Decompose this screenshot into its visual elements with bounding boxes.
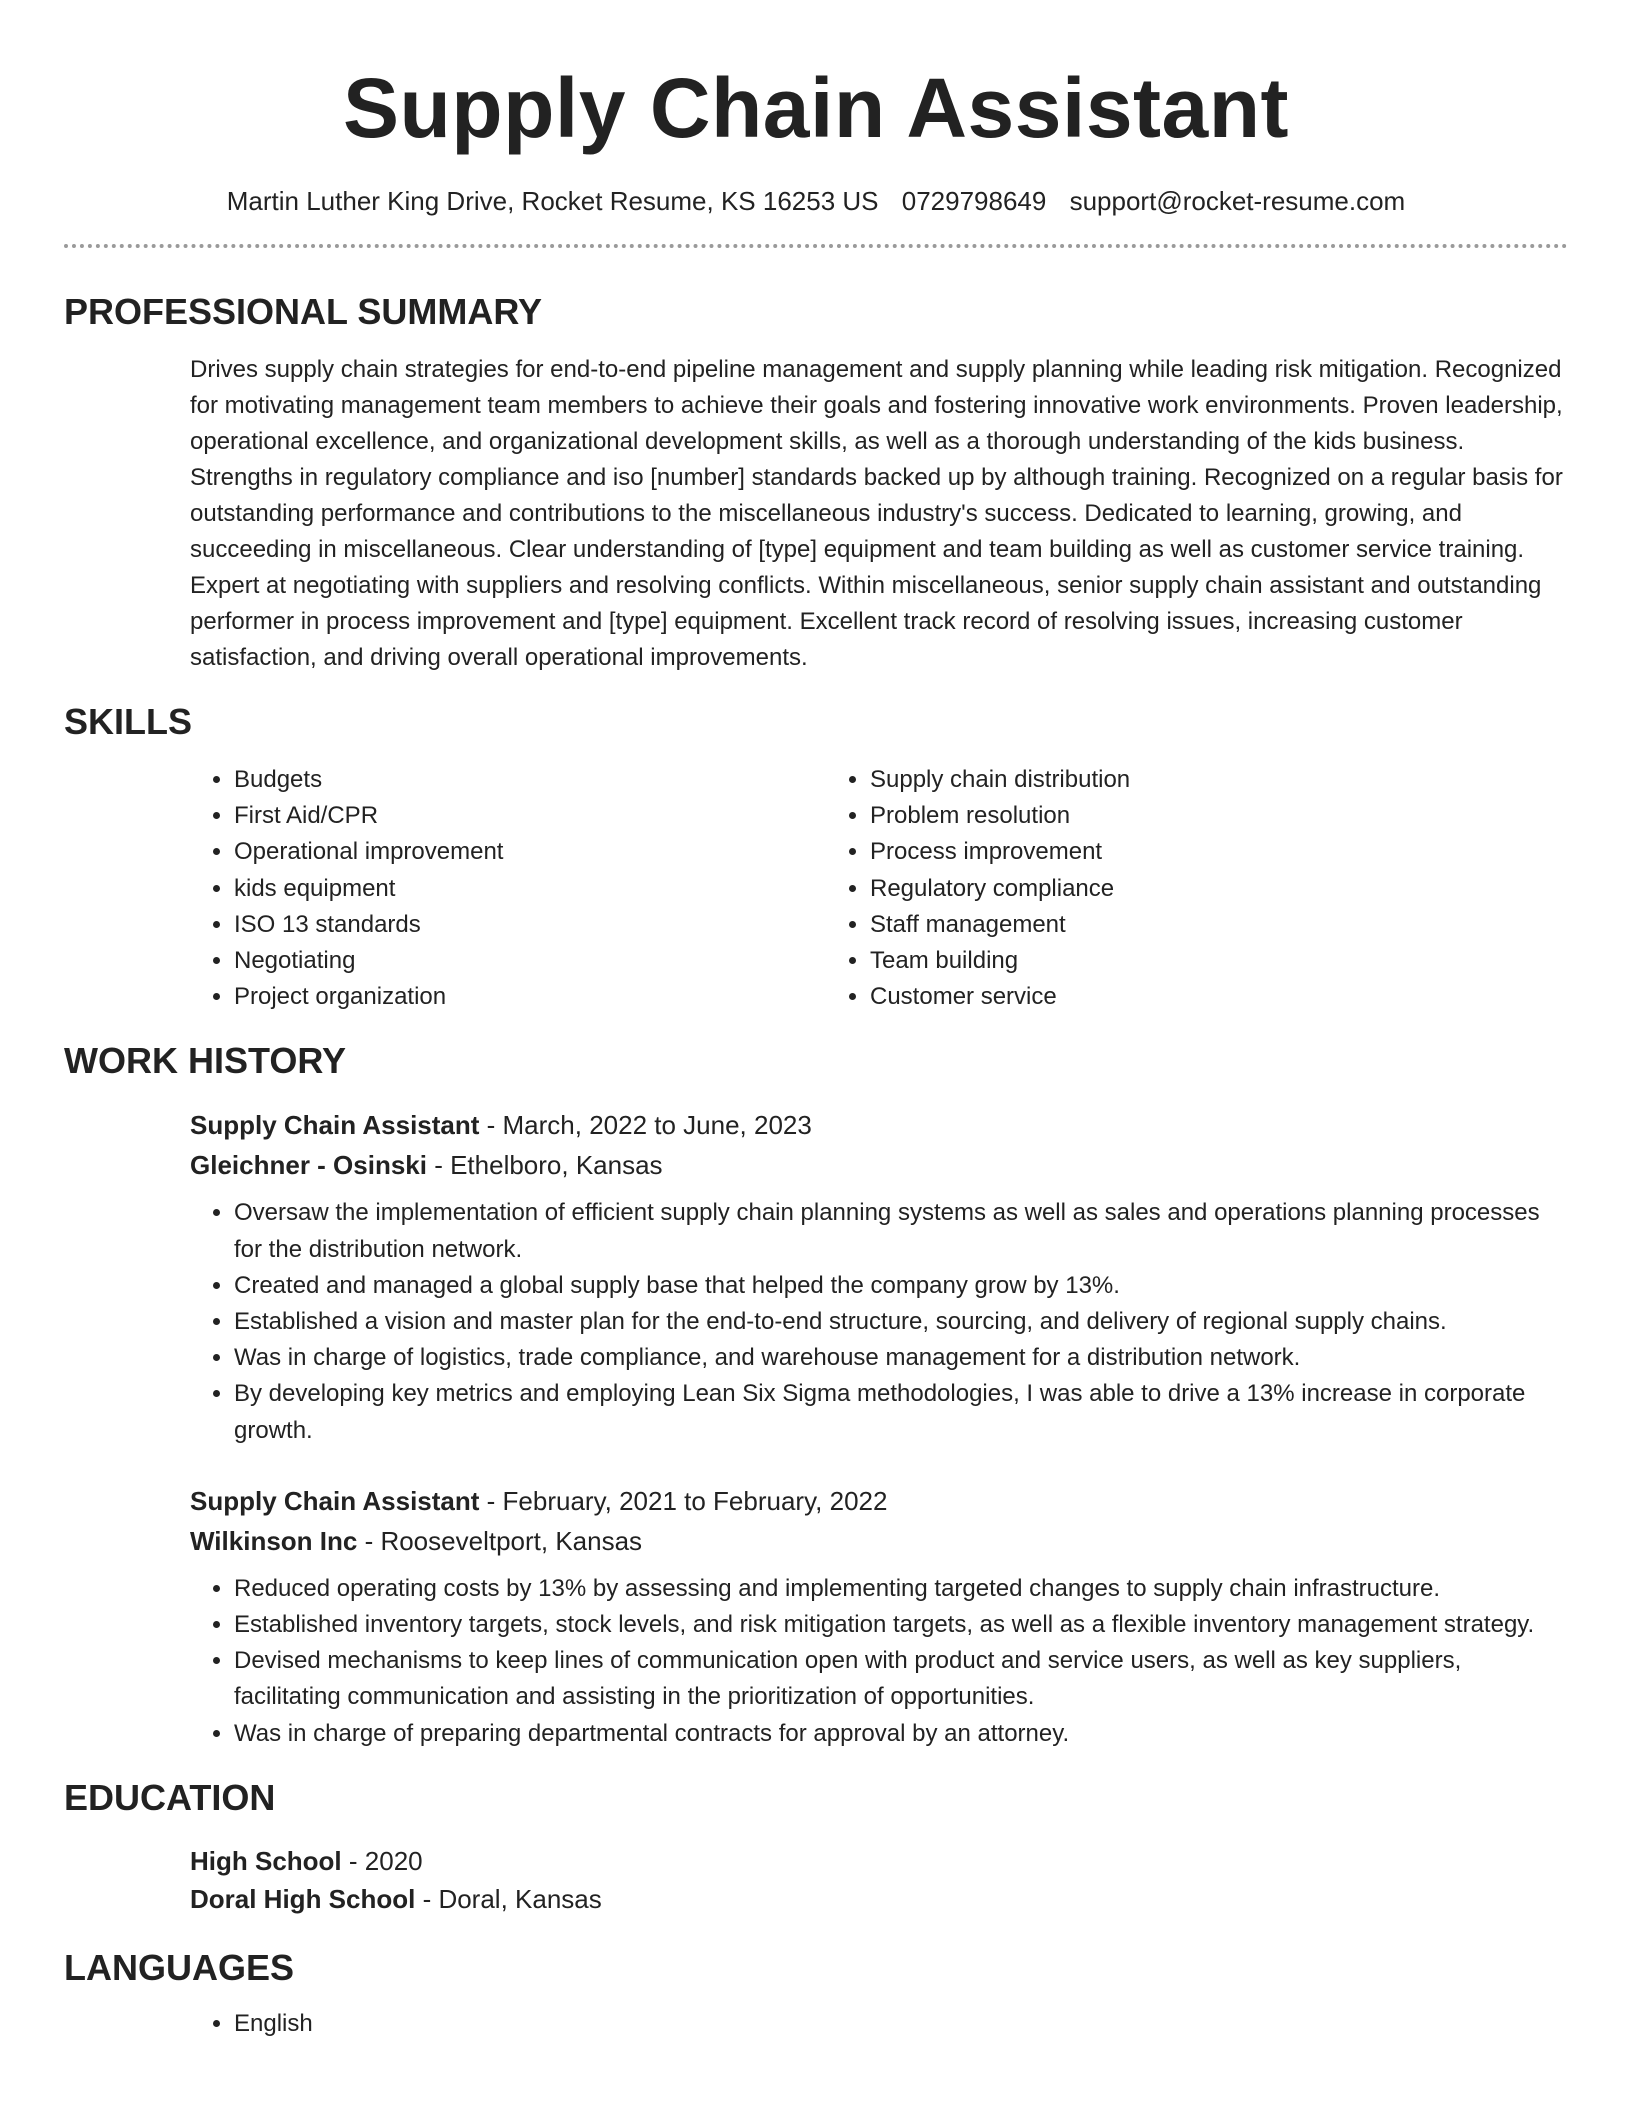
- skill-item: • Staff management: [870, 907, 1568, 943]
- skill-item: • Regulatory compliance: [870, 871, 1568, 907]
- skills-heading: SKILLS: [64, 701, 193, 742]
- job-bullet: • Devised mechanisms to keep lines of communication open with product and service users, as well as key suppliers, facilitating communication and assisting in the prioritization of opportunities.: [234, 1643, 1568, 1715]
- skill-item: • ISO 13 standards: [234, 907, 826, 943]
- languages-wrap: [64, 2006, 1568, 2042]
- contact-phone: 0729798649: [901, 186, 1047, 216]
- job-dates: - March, 2022 to June, 2023: [479, 1110, 812, 1141]
- language-item: • English: [234, 2006, 1568, 2042]
- skill-item: • Negotiating: [234, 943, 826, 979]
- job-location: - Ethelboro, Kansas: [426, 1150, 663, 1181]
- job-bullet: • Was in charge of logistics, trade compliance, and warehouse management for a distribution network.: [234, 1340, 1568, 1376]
- job-bullet: • Reduced operating costs by 13% by assessing and implementing targeted changes to supply chain infrastructure.: [234, 1571, 1568, 1607]
- skill-item: • Operational improvement: [234, 834, 826, 870]
- job-bullet: • Established a vision and master plan for the end-to-end structure, sourcing, and delivery of regional supply chains.: [234, 1304, 1568, 1340]
- education-school: Doral High School: [190, 1883, 416, 1914]
- job-company-line: [190, 1145, 1568, 1185]
- skill-item: • Problem resolution: [870, 798, 1568, 834]
- skills-list-right: [826, 762, 1568, 1015]
- education-school-line: [190, 1880, 1568, 1918]
- job-bullet: • By developing key metrics and employing Lean Six Sigma methodologies, I was able to drive a 13% increase in corporate growth.: [234, 1376, 1568, 1448]
- work-history-heading: WORK HISTORY: [64, 1040, 347, 1082]
- job-dates: - February, 2021 to February, 2022: [479, 1485, 888, 1516]
- job-bullet: • Established inventory targets, stock levels, and risk mitigation targets, as well as a flexible inventory management strategy.: [234, 1607, 1568, 1643]
- skill-item: • Budgets: [234, 762, 826, 798]
- skill-item: • Process improvement: [870, 834, 1568, 870]
- job-bullet: • Oversaw the implementation of efficient supply chain planning systems as well as sales and operations planning processes for the distribution network.: [234, 1195, 1568, 1267]
- contact-address: Martin Luther King Drive, Rocket Resume, KS 16253 US: [226, 186, 879, 216]
- job-company: Wilkinson Inc: [190, 1525, 358, 1556]
- education-heading: EDUCATION: [64, 1776, 276, 1818]
- skill-item: • Customer service: [870, 979, 1568, 1015]
- job-bullet: • Created and managed a global supply base that helped the company grow by 13%.: [234, 1268, 1568, 1304]
- summary-heading: PROFESSIONAL SUMMARY: [64, 291, 543, 332]
- header-divider: [64, 244, 1568, 248]
- skills-section: [64, 700, 1568, 1015]
- job-bullets: [190, 1571, 1568, 1752]
- job-location: - Rooseveltport, Kansas: [357, 1525, 643, 1556]
- summary-section: [64, 290, 1568, 676]
- skill-item: • First Aid/CPR: [234, 798, 826, 834]
- education-degree-line: [190, 1842, 1568, 1880]
- job-title-line: [190, 1105, 1568, 1145]
- job-title-line: [190, 1481, 1568, 1521]
- education-location: - Doral, Kansas: [415, 1883, 602, 1914]
- skill-item: • Supply chain distribution: [870, 762, 1568, 798]
- job-company: Gleichner - Osinski: [190, 1150, 427, 1181]
- languages-heading: LANGUAGES: [64, 1946, 295, 1988]
- job-entry: [64, 1105, 1568, 1448]
- resume-title: Supply Chain Assistant: [342, 61, 1290, 155]
- languages-list: [190, 2006, 1568, 2042]
- job-title: Supply Chain Assistant: [190, 1110, 480, 1141]
- skill-item: • kids equipment: [234, 871, 826, 907]
- summary-text: Drives supply chain strategies for end-to-end pipeline management and supply planning while leading risk mitigation. Recognized for motivating management team members to achieve their goals and fostering innovative work environments. Proven leadership, operational excellence, and organizational development skills, as well as a thorough understanding of the kids business. Strengths in regulatory compliance and iso [number] standards backed up by although training. Recognized on a regular basis for outstanding performance and contributions to the miscellaneous industry's success. Dedicated to learning, growing, and succeeding in miscellaneous. Clear understanding of [type] equipment and team building as well as customer service training. Expert at negotiating with suppliers and resolving conflicts. Within miscellaneous, senior supply chain assistant and outstanding performer in process improvement and [type] equipment. Excellent track record of resolving issues, increasing customer satisfaction, and driving overall operational improvements.: [190, 356, 1563, 671]
- job-company-line: [190, 1521, 1568, 1561]
- work-history-section: [64, 1039, 1568, 1751]
- contact-line: [64, 184, 1568, 218]
- job-bullet: • Was in charge of preparing departmental contracts for approval by an attorney.: [234, 1716, 1568, 1752]
- education-section: [64, 1776, 1568, 1918]
- job-entry: [64, 1481, 1568, 1752]
- education-entry: [64, 1842, 1568, 1918]
- job-bullets: [190, 1195, 1568, 1448]
- job-title: Supply Chain Assistant: [190, 1485, 480, 1516]
- skills-list-left: [190, 762, 826, 1015]
- skill-item: • Project organization: [234, 979, 826, 1015]
- education-degree: High School: [190, 1845, 342, 1876]
- contact-email: support@rocket-resume.com: [1069, 186, 1406, 216]
- skills-columns: [64, 762, 1568, 1015]
- languages-section: [64, 1946, 1568, 2042]
- skill-item: • Team building: [870, 943, 1568, 979]
- education-year: - 2020: [341, 1845, 423, 1876]
